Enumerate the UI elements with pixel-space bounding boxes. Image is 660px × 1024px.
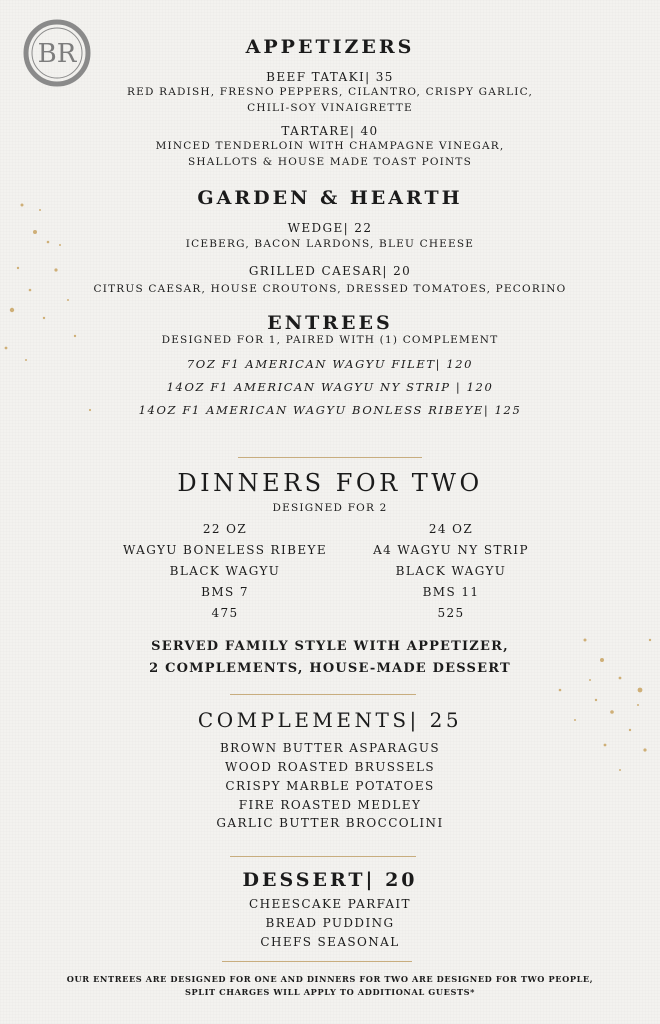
section-title-garden-hearth: GARDEN & HEARTH (197, 187, 463, 209)
entree-item: 14OZ F1 AMERICAN WAGYU BONLESS RIBEYE| 125 (138, 403, 522, 417)
complement-item: BROWN BUTTER ASPARAGUS (219, 741, 441, 755)
complement-item: GARLIC BUTTER BROCCOLINI (216, 816, 444, 830)
divider (238, 457, 422, 458)
section-title-entrees: ENTREES (267, 312, 393, 334)
section-title-appetizers: APPETIZERS (245, 36, 415, 58)
divider (230, 856, 416, 857)
dessert-item: CHEESCAKE PARFAIT (249, 897, 411, 911)
footer-note-line: OUR ENTREES ARE DESIGNED FOR ONE AND DINNERS FOR TWO ARE DESIGNED FOR TWO PEOPLE, (66, 974, 594, 984)
entree-item: 14OZ F1 AMERICAN WAGYU NY STRIP | 120 (166, 380, 494, 394)
menu-item-desc: SHALLOTS & HOUSE MADE TOAST POINTS (187, 156, 472, 168)
section-subtitle: DESIGNED FOR 1, PAIRED WITH (1) COMPLEMENT (161, 334, 499, 346)
menu-item-desc: ICEBERG, BACON LARDONS, BLEU CHEESE (185, 238, 475, 250)
dinner-right-price: 525 (437, 606, 465, 620)
dessert-item: BREAD PUDDING (265, 916, 395, 930)
dinner-left-breed: BLACK WAGYU (169, 564, 281, 578)
menu-item-desc: MINCED TENDERLOIN WITH CHAMPAGNE VINEGAR, (155, 140, 505, 152)
menu-item-desc: CITRUS CAESAR, HOUSE CROUTONS, DRESSED TOMATOES, PECORINO (93, 283, 567, 295)
section-subtitle: DESIGNED FOR 2 (272, 502, 388, 514)
complement-item: FIRE ROASTED MEDLEY (238, 798, 422, 812)
entree-item: 7OZ F1 AMERICAN WAGYU FILET| 120 (186, 357, 474, 371)
dinner-right-cut: A4 WAGYU NY STRIP (373, 543, 529, 557)
section-title-complements: COMPLEMENTS| 25 (197, 708, 463, 732)
footer-note-line: SPLIT CHARGES WILL APPLY TO ADDITIONAL GUESTS* (184, 987, 476, 997)
dinner-note-line: 2 COMPLEMENTS, HOUSE-MADE DESSERT (149, 661, 511, 676)
section-title-dessert: DESSERT| 20 (242, 869, 418, 891)
section-title-dinners-for-two: DINNERS FOR TWO (177, 469, 483, 497)
divider (230, 694, 416, 695)
dinner-left-bms: BMS 7 (201, 585, 249, 599)
menu-item-desc: RED RADISH, FRESNO PEPPERS, CILANTRO, CRISPY GARLIC, (126, 86, 534, 98)
dessert-item: CHEFS SEASONAL (260, 935, 400, 949)
complement-item: WOOD ROASTED BRUSSELS (225, 760, 435, 774)
menu-item-name: BEEF TATAKI| 35 (266, 70, 394, 84)
dinner-left-cut: WAGYU BONELESS RIBEYE (123, 543, 327, 557)
menu-item-desc: CHILI-SOY VINAIGRETTE (247, 102, 413, 114)
dinner-right-bms: BMS 11 (422, 585, 480, 599)
dinner-note-line: SERVED FAMILY STYLE WITH APPETIZER, (151, 639, 509, 654)
menu-item-name: GRILLED CAESAR| 20 (248, 264, 412, 278)
dinner-right-breed: BLACK WAGYU (395, 564, 507, 578)
menu-item-name: WEDGE| 22 (287, 221, 373, 235)
logo-monogram: BR (37, 39, 77, 69)
dinner-left-weight: 22 OZ (202, 522, 248, 536)
dinner-left-price: 475 (211, 606, 239, 620)
divider (222, 961, 412, 962)
dinner-right-weight: 24 OZ (428, 522, 474, 536)
complement-item: CRISPY MARBLE POTATOES (225, 779, 435, 793)
menu-item-name: TARTARE| 40 (281, 124, 379, 138)
